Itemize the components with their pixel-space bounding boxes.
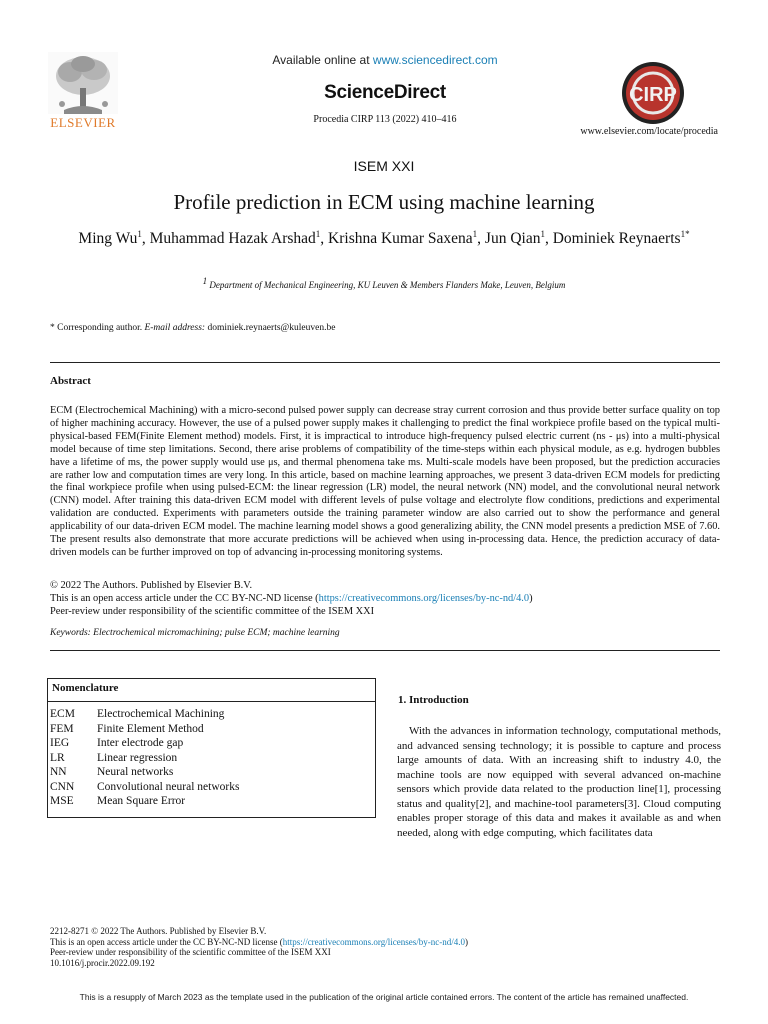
nomenclature-heading: Nomenclature — [52, 682, 119, 694]
nomenclature-divider — [47, 701, 376, 702]
issn-line: 2212-8271 © 2022 The Authors. Published by Elsevier B.V. — [50, 926, 267, 936]
nomenclature-row: ECM Electrochemical Machining — [50, 708, 225, 720]
nomenclature-row: NN Neural networks — [50, 766, 174, 778]
nomenclature-row: LR Linear regression — [50, 751, 178, 764]
author-list — [0, 229, 768, 248]
copyright-block — [50, 580, 720, 619]
license-line: This is an open access article under the CC BY-NC-ND license (https://creativecommons.org/licenses/by-nc-nd/4.0) — [50, 592, 533, 604]
nomenclature-row: MSE Mean Square Error — [50, 795, 186, 807]
resupply-note: This is a resupply of March 2023 as the template used in the publication of the original article contained errors. The content of the article has remained unaffected. — [79, 992, 689, 1002]
journal-reference: Procedia CIRP 113 (2022) 410–416 — [313, 114, 457, 125]
nomenclature-row: FEM Finite Element Method — [50, 722, 204, 735]
corresponding-author: * Corresponding author. E-mail address: dominiek.reynaerts@kuleuven.be — [50, 323, 336, 333]
author: Krishna Kumar Saxena$^1$, — [328, 229, 485, 248]
nomenclature-row: CNN Convolutional neural networks — [50, 780, 240, 793]
introduction-text: With the advances in information technology, computational methods, and advanced sensing technology; it is possible to capture and process large amounts of data. With an increasing shift to industry 4.0, the machine tools are now equipped with several advanced on-machine sensors which provide data related to the production line[1], processing status and quality[2], and machine-tool parameters[3]. Cloud computing enables proper storage of this data and makes it available as and when needed, along with edge computing, which facilitates data — [397, 725, 721, 839]
divider — [50, 362, 720, 363]
doi[interactable]: 10.1016/j.procir.2022.09.192 — [50, 957, 155, 968]
keywords: Keywords: Electrochemical micromachining; pulse ECM; machine learning — [50, 628, 340, 638]
available-prefix: Available online at — [272, 53, 373, 67]
author: Dominiek Reynaerts$^{1*}$ — [552, 229, 690, 248]
paper-title: Profile prediction in ECM using machine learning — [173, 190, 595, 214]
introduction-heading: 1. Introduction — [398, 694, 469, 706]
author-email[interactable]: dominiek.reynaerts@kuleuven.be — [205, 323, 336, 333]
publisher-name: ELSEVIER — [50, 115, 116, 130]
license-link[interactable]: https://creativecommons.org/licenses/by-nc-nd/4.0 — [318, 592, 530, 604]
abstract-heading: Abstract — [50, 375, 91, 387]
nomenclature-row: IEG Inter electrode gap — [50, 737, 184, 749]
peer-review-line: Peer-review under responsibility of the scientific committee of the ISEM XXI — [50, 605, 375, 617]
conference-name: ISEM XXI — [353, 158, 415, 174]
divider — [50, 650, 720, 651]
footer-license-link[interactable]: https://creativecommons.org/licenses/by-nc-nd/4.0 — [282, 936, 465, 947]
journal-url[interactable]: www.elsevier.com/locate/procedia — [580, 126, 718, 137]
copyright-line: © 2022 The Authors. Published by Elsevier B.V. — [50, 580, 253, 591]
available-online-line — [200, 53, 570, 67]
abstract-text: ECM (Electrochemical Machining) with a micro-second pulsed power supply can decrease stray current corrosion and thus provide better surface quality on top of higher machining accuracy. However, the use of a pulsed power supply makes it challenging to predict the final workpiece profile based on the typical multi-physical-based FEM(Finite Element method) models. First, it is impractical to introduce high-frequency pulsed electric current (ns - μs) into a multi-physical model because of time step limitations. Second, there arise problems of compatibility of the time-steps within each physical module, as e.g. hydrogen bubbles have a lifetime of ms, the power supply would use μs, and thermal phenomena take ms. Multi-scale models have been proposed, but the prediction accuracies are rather low and computation times are very long. In this article, based on machine learning approaches, we present 3 data-driven ECM models for predicting the final workpiece profile when using pulsed-ECM: the linear regression (LR) model, the neural network (NN) model, and the convolutional neural network (CNN) model. After training this data-driven ECM model with different levels of pulse voltage and electrolyte flow conditions, predictions and experimental validation are conducted. Experiments with parameters outside the training parameter window are also carried out to show the performance and general applicability of our data-driven ECM model. The machine learning model shows a good generalizing ability, the CNN model presents a prediction MSE of 7.60. The present results also demonstrate that more accurate predictions will be achieved when using in-processing data. Hence, the prediction accuracy of data-driven models can be further improved on top of advancing in-processing monitoring systems. — [50, 405, 720, 558]
sciencedirect-brand: ScienceDirect — [324, 82, 446, 103]
cirp-logo-text: CIRP — [629, 84, 677, 106]
footer-license-line: This is an open access article under the CC BY-NC-ND license (https://creativecommons.org/licenses/by-nc-nd/4.0) — [50, 936, 468, 947]
author: Muhammad Hazak Arshad$^1$, — [149, 229, 329, 248]
author: Ming Wu$^1$, — [78, 229, 150, 248]
affiliation: $^1$ Department of Mechanical Engineering, KU Leuven & Members Flanders Make, Leuven, Belgium — [202, 276, 566, 290]
sciencedirect-link[interactable]: www.sciencedirect.com — [372, 53, 498, 67]
cirp-logo — [612, 60, 694, 126]
footer-peer-review: Peer-review under responsibility of the scientific committee of the ISEM XXI — [50, 947, 331, 957]
author: Jun Qian$^1$, — [484, 229, 553, 248]
page-footer — [50, 926, 720, 968]
